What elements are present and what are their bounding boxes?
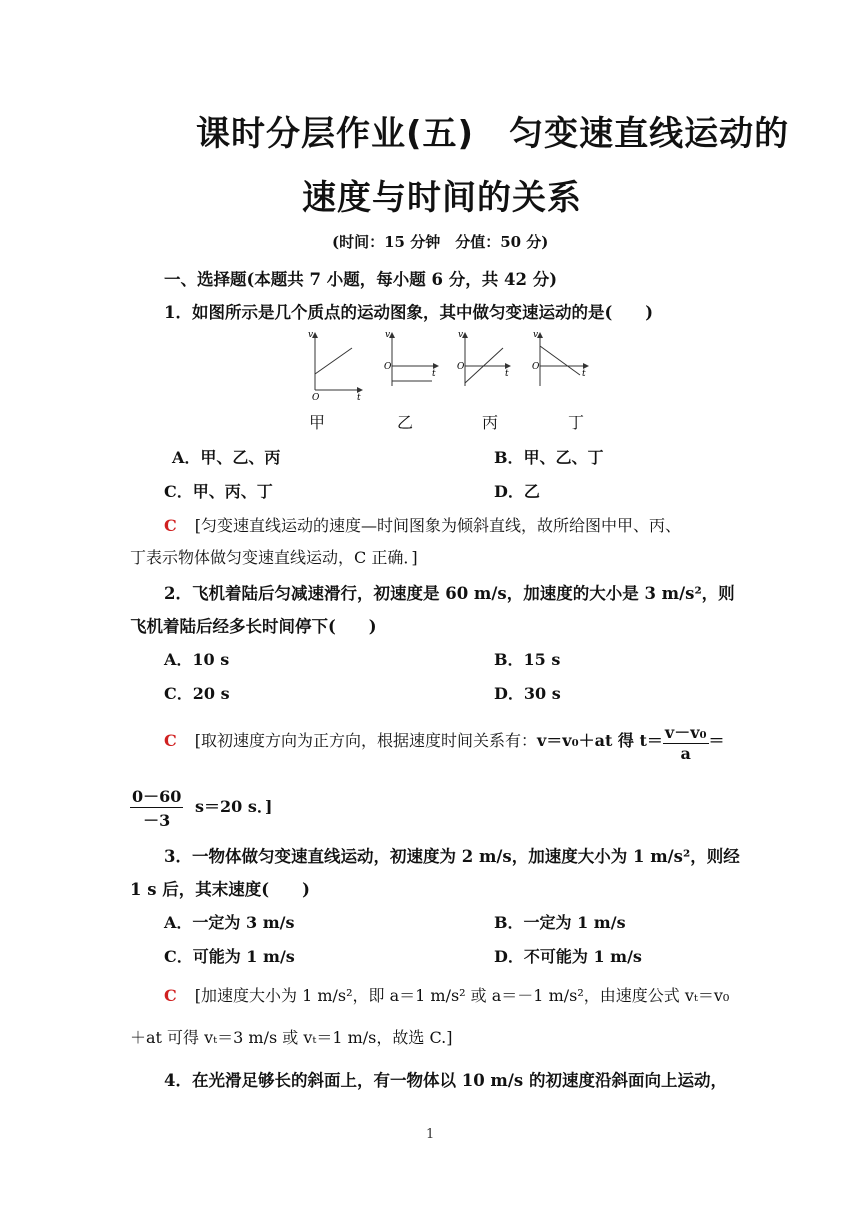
- graph-label-ding: 丁: [568, 413, 585, 432]
- q3-answer-line-1: [164, 983, 729, 1006]
- graph-label-yi: 乙: [397, 413, 414, 432]
- q3-answer-letter: C: [164, 986, 177, 1005]
- graph-jia-origin: O: [312, 393, 320, 403]
- q2-fraction-2: [130, 784, 183, 831]
- graph-label-bing: 丙: [482, 413, 499, 432]
- graph-ding-v-label: v: [533, 330, 539, 340]
- graph-ding: [532, 330, 588, 386]
- q3-stem-line-2: 1 s 后，其末速度( ): [130, 880, 310, 899]
- q2-stem-line-1: 2．飞机着陆后匀减速滑行，初速度是 60 m/s，加速度的大小是 3 m/s²，则: [164, 584, 735, 603]
- q1-option-c: C．甲、丙、丁: [164, 482, 273, 501]
- q3-option-b: B．一定为 1 m/s: [494, 913, 626, 932]
- graph-ding-t-label: t: [582, 369, 586, 379]
- q2-fraction-2-den: －3: [143, 811, 171, 830]
- graph-jia: [308, 330, 362, 403]
- q2-stem-line-2: 飞机着陆后经多长时间停下( ): [130, 617, 377, 636]
- q1-answer-line-1: [164, 513, 681, 536]
- q3-answer-text-1: [加速度大小为 1 m/s²，即 a＝1 m/s² 或 a＝－1 m/s²，由速度公式 vₜ＝v₀: [194, 986, 730, 1005]
- page-number: 1: [426, 1127, 435, 1142]
- q2-answer-line-1: [164, 720, 725, 763]
- title-line-2: 速度与时间的关系: [302, 178, 582, 218]
- q1-answer-text-1: [匀变速直线运动的速度—时间图象为倾斜直线，故所给图中甲、丙、: [194, 516, 681, 535]
- q1-answer-line-2: 丁表示物体做匀变速直线运动，C 正确．]: [130, 548, 418, 567]
- q3-answer-line-2: ＋at 可得 vₜ＝3 m/s 或 vₜ＝1 m/s，故选 C.]: [130, 1028, 453, 1047]
- q2-answer-tail: s＝20 s．]: [194, 797, 273, 816]
- q1-answer-letter: C: [164, 516, 177, 535]
- q2-fraction-1: [663, 720, 709, 763]
- q2-option-b: B．15 s: [494, 650, 561, 669]
- graph-jia-v-label: v: [308, 330, 314, 340]
- q3-option-d: D．不可能为 1 m/s: [494, 947, 642, 966]
- q1-option-d: D．乙: [494, 482, 540, 501]
- graph-bing-t-label: t: [505, 369, 509, 379]
- graph-label-jia: 甲: [309, 413, 326, 432]
- time-score-info: (时间：15 分钟 分值：50 分): [332, 233, 549, 251]
- graph-ding-origin: O: [532, 362, 540, 372]
- q2-answer-letter: C: [164, 731, 177, 750]
- q2-formula: v＝v₀＋at 得 t＝: [536, 731, 663, 750]
- q1-stem: 1．如图所示是几个质点的运动图象，其中做匀变速运动的是( ): [164, 303, 654, 322]
- q2-option-d: D．30 s: [494, 684, 561, 703]
- q2-answer-line-2: [130, 784, 272, 831]
- graph-yi-t-label: t: [432, 369, 436, 379]
- q3-option-a: A．一定为 3 m/s: [164, 913, 295, 932]
- graph-bing-v-label: v: [458, 330, 464, 340]
- q4-stem-line-1: 4．在光滑足够长的斜面上，有一物体以 10 m/s 的初速度沿斜面向上运动，: [164, 1071, 727, 1090]
- q3-stem-line-1: 3．一物体做匀变速直线运动，初速度为 2 m/s，加速度大小为 1 m/s²，则经: [164, 847, 740, 866]
- q1-option-a: A．甲、乙、丙: [172, 448, 281, 467]
- graph-bing-origin: O: [457, 362, 465, 372]
- graph-jia-t-label: t: [357, 393, 361, 403]
- graph-yi-v-label: v: [385, 330, 391, 340]
- graph-yi: [384, 330, 438, 386]
- q2-fraction-1-den: a: [680, 744, 691, 763]
- q2-fraction-2-num: 0－60: [130, 784, 183, 808]
- motion-graphs: [300, 328, 600, 404]
- q2-fraction-1-num: v－v₀: [663, 720, 709, 744]
- q2-equals: ＝: [708, 731, 725, 750]
- title-line-1: 课时分层作业(五) 匀变速直线运动的: [196, 114, 790, 154]
- graph-yi-origin: O: [384, 362, 392, 372]
- q2-option-a: A．10 s: [164, 650, 230, 669]
- q1-option-b: B．甲、乙、丁: [494, 448, 604, 467]
- q2-answer-text: [取初速度方向为正方向，根据速度时间关系有：: [194, 731, 537, 750]
- section-heading: 一、选择题(本题共 7 小题，每小题 6 分，共 42 分): [164, 270, 558, 289]
- graph-bing: [457, 330, 510, 386]
- q3-option-c: C．可能为 1 m/s: [164, 947, 295, 966]
- q2-option-c: C．20 s: [164, 684, 230, 703]
